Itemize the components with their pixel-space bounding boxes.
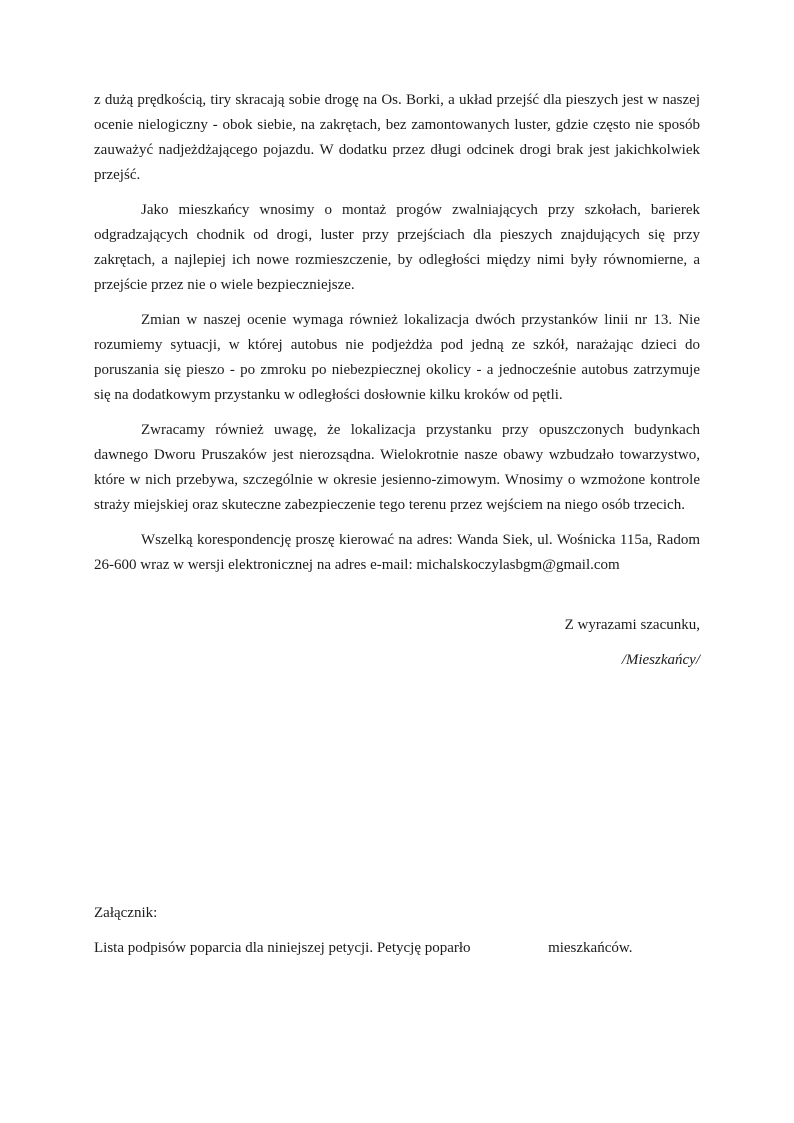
body-paragraph-2: Jako mieszkańcy wnosimy o montaż progów zwalniających przy szkołach, barierek odgradzających chodnik od drogi, luster przy przejściach dla pieszych znajdujących się przy zakrętach, a najlepiej ich nowe rozmieszczenie, by odległości między nimi były równomierne, a przejście przez nie o wiele bezpieczniejsze. bbox=[94, 202, 700, 293]
attachment-note-prefix: Lista podpisów poparcia dla niniejszej petycji. Petycję poparło bbox=[94, 940, 471, 956]
body-paragraph-5: Wszelką korespondencję proszę kierować na adres: Wanda Siek, ul. Wośnicka 115a, Radom 26-600 wraz w wersji elektronicznej na adres e-mail: michalskoczylasbgm@gmail.com bbox=[94, 532, 700, 573]
attachment-heading: Załącznik: bbox=[94, 905, 158, 921]
body-paragraph-1: z dużą prędkością, tiry skracają sobie drogę na Os. Borki, a układ przejść dla pieszych jest w naszej ocenie nielogiczny - obok siebie, na zakrętach, bez zamontowanych luster, gdzie często nie sposób zauważyć nadjeżdżającego pojazdu. W dodatku przez długi odcinek drogi brak jest jakichkolwiek przejść. bbox=[94, 92, 700, 183]
petition-count-blank bbox=[474, 951, 544, 952]
attachment-note-suffix: mieszkańców. bbox=[548, 940, 633, 956]
closing-salutation: Z wyrazami szacunku, bbox=[564, 617, 700, 633]
signature-line: /Mieszkańcy/ bbox=[621, 652, 700, 668]
body-paragraph-3: Zmian w naszej ocenie wymaga również lokalizacja dwóch przystanków linii nr 13. Nie rozumiemy sytuacji, w której autobus nie podjeżdża pod jedną ze szkół, narażając dzieci do poruszania się pieszo - po zmroku po niebezpiecznej okolicy - a jednocześnie autobus zatrzymuje się na dodatkowym przystanku w odległości dosłownie kilku kroków od pętli. bbox=[94, 312, 700, 403]
body-paragraph-4: Zwracamy również uwagę, że lokalizacja przystanku przy opuszczonych budynkach dawnego Dworu Pruszaków jest nierozsądna. Wielokrotnie nasze obawy wzbudzało towarzystwo, które w nich przebywa, szczególnie w okresie jesienno-zimowym. Wnosimy o wzmożone kontrole straży miejskiej oraz skuteczne zabezpieczenie tego terenu przez wejściem na niego osób trzecich. bbox=[94, 422, 700, 513]
attachment-note bbox=[94, 936, 700, 961]
